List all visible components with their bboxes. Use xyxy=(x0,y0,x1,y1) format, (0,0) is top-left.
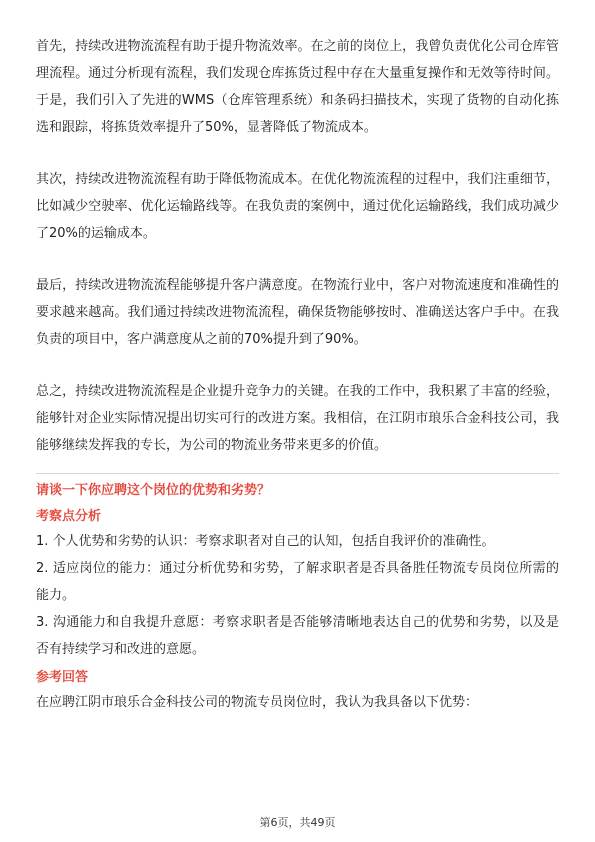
analysis-item: 1. 个人优势和劣势的认识：考察求职者对自己的认知，包括自我评价的准确性。 xyxy=(36,534,495,549)
answer-text: 在应聘江阴市琅乐合金科技公司的物流专员岗位时，我认为我具备以下优势： xyxy=(36,695,479,710)
answer-heading: 参考回答 xyxy=(36,670,89,685)
interview-question: 请谈一下你应聘这个岗位的优势和劣势？ xyxy=(36,483,271,498)
section-divider xyxy=(36,473,559,474)
analysis-item: 3. 沟通能力和自我提升意愿：考察求职者是否能够清晰地表达自己的优势和劣势，以及是否有持续学习和改进的意愿。 xyxy=(36,615,559,657)
paragraph-efficiency: 首先，持续改进物流流程有助于提升物流效率。在之前的岗位上，我曾负责优化公司仓库管理流程。通过分析现有流程，我们发现仓库拣货过程中存在大量重复操作和无效等待时间。于是，我们引入了先进的WMS（仓库管理系统）和条码扫描技术，实现了货物的自动化拣选和跟踪，将拣货效率提升了50%，显著降低了物流成本。 xyxy=(36,39,559,135)
page-number: 第6页，共49页 xyxy=(259,816,336,829)
analysis-heading: 考察点分析 xyxy=(36,509,102,524)
paragraph-satisfaction: 最后，持续改进物流流程能够提升客户满意度。在物流行业中，客户对物流速度和准确性的要求越来越高。我们通过持续改进物流流程，确保货物能够按时、准确送达客户手中。在我负责的项目中，客户满意度从之前的70%提升到了90%。 xyxy=(36,278,559,347)
page-content xyxy=(36,33,559,716)
paragraph-conclusion: 总之，持续改进物流流程是企业提升竞争力的关键。在我的工作中，我积累了丰富的经验，能够针对企业实际情况提出切实可行的改进方案。我相信，在江阴市琅乐合金科技公司，我能够继续发挥我的专长，为公司的物流业务带来更多的价值。 xyxy=(36,384,559,453)
analysis-item: 2. 适应岗位的能力：通过分析优势和劣势，了解求职者是否具备胜任物流专员岗位所需的能力。 xyxy=(36,561,559,603)
paragraph-cost: 其次，持续改进物流流程有助于降低物流成本。在优化物流流程的过程中，我们注重细节，比如减少空驶率、优化运输路线等。在我负责的案例中，通过优化运输路线，我们成功减少了20%的运输成本。 xyxy=(36,172,559,241)
